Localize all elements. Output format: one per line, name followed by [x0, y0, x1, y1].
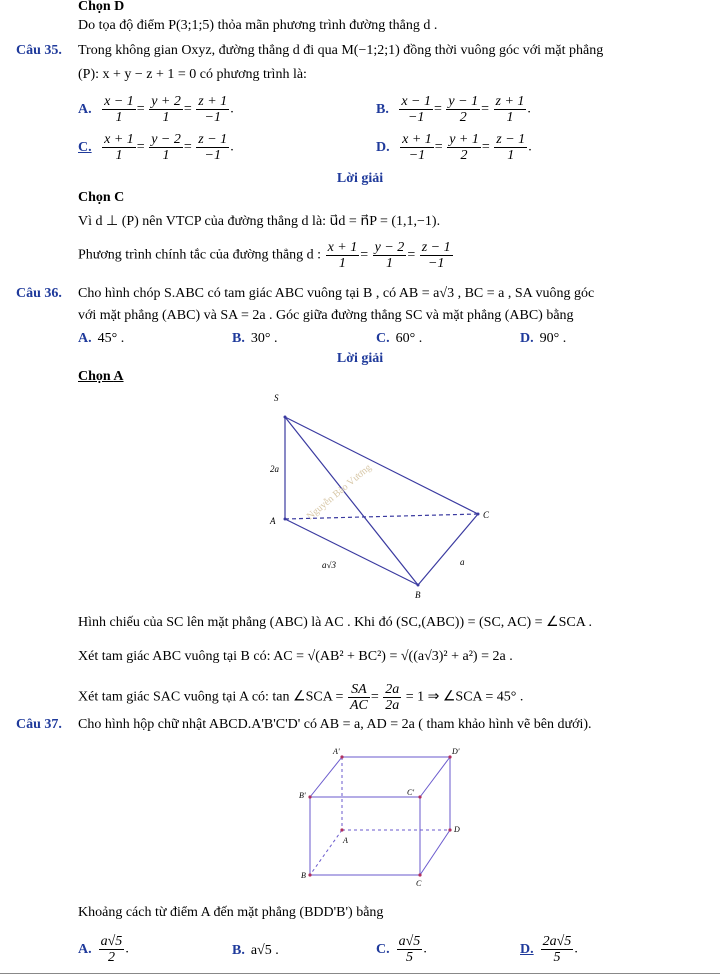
question-37-text-1: Cho hình hộp chữ nhật ABCD.A'B'C'D' có AB = a, AD = 2a ( tham khảo hình vẽ bên dưới). — [78, 717, 592, 732]
label-2a: 2a — [270, 464, 279, 474]
loi-giai-heading-36: Lời giải — [336, 351, 384, 366]
option-label: B. — [376, 101, 389, 117]
q36-option-c[interactable]: C. 60° . — [376, 331, 423, 346]
label-d: D — [454, 825, 460, 834]
label-b: B — [301, 871, 306, 880]
q35-option-a[interactable]: A. $\frac{x - 1}{1}$ = $\frac{y + 2}{1}$ = $\frac{z + 1}{-1}$ . — [78, 94, 234, 125]
option-label: A. — [78, 101, 92, 117]
label-b1: B' — [299, 791, 306, 800]
label-a1: A' — [333, 747, 340, 756]
fraction: $\frac{y - 2}{1}$ — [151, 132, 181, 163]
fraction: $\frac{z + 1}{1}$ — [495, 94, 525, 125]
question-35-text-2: (P): x + y − z + 1 = 0 có phương trình là: — [78, 67, 307, 82]
question-37-text-2: Khoảng cách từ điểm A đến mặt phẳng (BDD'B') bằng — [78, 905, 384, 920]
q37-option-c[interactable]: C. $\frac{a√5}{5}$ . — [376, 934, 427, 965]
q36-solution-2: Xét tam giác ABC vuông tại B có: AC = √(AB² + BC²) = √((a√3)² + a²) = 2a . — [78, 649, 513, 664]
question-36-text-1: Cho hình chóp S.ABC có tam giác ABC vuông tại B , có AB = a√3 , BC = a , SA vuông góc — [78, 286, 595, 301]
label-s: S — [274, 393, 279, 403]
label-c1: C' — [407, 788, 415, 797]
label-c: C — [416, 879, 422, 888]
q36-solution-1: Hình chiếu của SC lên mặt phẳng (ABC) là AC . Khi đó (SC,(ABC)) = (SC, AC) = ∠SCA . — [78, 615, 593, 630]
question-number-37: Câu 37. — [16, 717, 62, 732]
watermark: Nguyễn Bảo Vương — [304, 462, 374, 523]
question-35-text-1: Trong không gian Oxyz, đường thẳng d đi qua M(−1;2;1) đồng thời vuông góc với mặt phẳng — [78, 43, 604, 58]
q37-option-d[interactable]: D. $\frac{2a√5}{5}$ . — [520, 934, 578, 965]
question-36-text-2: với mặt phẳng (ABC) và SA = 2a . Góc giữa đường thẳng SC và mặt phẳng (ABC) bằng — [78, 308, 574, 323]
q36-solution-3: Xét tam giác SAC vuông tại A có: tan ∠SCA = $\frac{SA}{AC}$ = $\frac{2a}{2a}$ = 1 ⇒ ∠SCA = 45° . — [78, 682, 524, 713]
q35-solution-2: Phương trình chính tắc của đường thẳng d : $\frac{x + 1}{1}$ = $\frac{y - 2}{1}$ = $\frac{z - 1}{-1}$ — [78, 240, 451, 271]
box-figure — [290, 742, 480, 892]
q36-option-d[interactable]: D. 90° . — [520, 331, 567, 346]
q37-option-a[interactable]: A. $\frac{a√5}{2}$ . — [78, 934, 129, 965]
fraction: $\frac{x - 1}{-1}$ — [401, 94, 432, 125]
chon-a-heading: Chọn A — [78, 369, 124, 384]
bottom-rule — [0, 973, 720, 974]
fraction: $\frac{x + 1}{1}$ — [104, 132, 134, 163]
label-d1: D' — [452, 747, 460, 756]
q35-option-d[interactable]: D. $\frac{x + 1}{-1}$ = $\frac{y + 1}{2}$ = $\frac{z - 1}{1}$ . — [376, 132, 532, 163]
fraction: $\frac{x + 1}{-1}$ — [402, 132, 432, 163]
label-a: A — [343, 836, 348, 845]
fraction: $\frac{z - 1}{1}$ — [496, 132, 526, 163]
q35-option-c[interactable]: C. $\frac{x + 1}{1}$ = $\frac{y - 2}{1}$ = $\frac{z - 1}{-1}$ . — [78, 132, 234, 163]
q35-option-b[interactable]: B. $\frac{x - 1}{-1}$ = $\frac{y - 1}{2}$ = $\frac{z + 1}{1}$ . — [376, 94, 531, 125]
label-a: A — [270, 516, 276, 526]
label-a-sqrt3: a√3 — [322, 560, 336, 570]
label-b: B — [415, 590, 421, 600]
option-label: C. — [78, 139, 92, 155]
loi-giai-heading: Lời giải — [336, 171, 384, 186]
label-a: a — [460, 557, 465, 567]
question-number-36: Câu 36. — [16, 286, 62, 301]
fraction: $\frac{y + 1}{2}$ — [449, 132, 479, 163]
intro-line: Do tọa độ điểm P(3;1;5) thỏa mãn phương trình đường thẳng d . — [78, 18, 438, 33]
fraction: $\frac{y - 1}{2}$ — [448, 94, 479, 125]
fraction: $\frac{z + 1}{-1}$ — [198, 94, 228, 125]
chon-c-heading: Chọn C — [78, 190, 125, 205]
fraction: $\frac{y + 2}{1}$ — [151, 94, 181, 125]
option-label: D. — [376, 139, 390, 155]
q37-option-b[interactable]: B. a√5 . — [232, 943, 279, 958]
question-number-35: Câu 35. — [16, 43, 62, 58]
fraction: $\frac{z - 1}{-1}$ — [198, 132, 228, 163]
q36-option-b[interactable]: B. 30° . — [232, 331, 278, 346]
q35-solution-1: Vì d ⊥ (P) nên VTCP của đường thẳng d là: u⃗d = n⃗P = (1,1,−1). — [78, 214, 441, 229]
chon-d-heading: Chọn D — [78, 0, 125, 14]
label-c: C — [483, 510, 490, 520]
pyramid-figure — [250, 385, 500, 600]
q36-option-a[interactable]: A. 45° . — [78, 331, 125, 346]
fraction: $\frac{x - 1}{1}$ — [104, 94, 134, 125]
